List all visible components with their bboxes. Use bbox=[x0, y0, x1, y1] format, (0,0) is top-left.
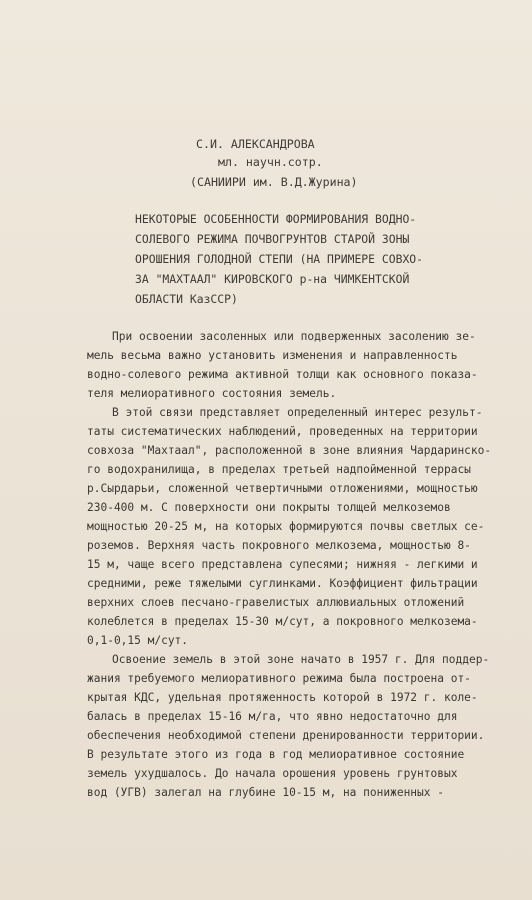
title-line: ОБЛАСТИ КазССР) bbox=[135, 292, 238, 306]
body-line: земель ухудшалось. До начала орошения уровень грунтовых bbox=[87, 767, 458, 780]
author-institution: (САНИИРИ им. В.Д.Журина) bbox=[190, 175, 358, 189]
body-line: балась в пределах 15-16 м/га, что явно недостаточно для bbox=[87, 710, 458, 723]
title-line: НЕКОТОРЫЕ ОСОБЕННОСТИ ФОРМИРОВАНИЯ ВОДНО- bbox=[135, 212, 417, 226]
body-line: теля мелиоративного состояния земель. bbox=[87, 387, 337, 400]
body-line: роземов. Верхняя часть покровного мелкозема, мощностью 8- bbox=[87, 539, 471, 552]
body-line: 230-400 м. С поверхности они покрыты толщей мелкоземов bbox=[87, 501, 451, 514]
body-line: мощностью 20-25 м, на которых формируются почвы светлых се- bbox=[87, 520, 485, 533]
title-line: ОРОШЕНИЯ ГОЛОДНОЙ СТЕПИ (НА ПРИМЕРЕ СОВХО- bbox=[135, 252, 424, 266]
body-line: жания требуемого мелиоративного режима была построена от- bbox=[87, 672, 471, 685]
body-line: Освоение земель в этой зоне начато в 1957 г. Для поддер- bbox=[112, 653, 490, 666]
body-line: средними, реже тяжелыми суглинками. Коэффициент фильтрации bbox=[87, 577, 478, 590]
body-line: р.Сырдарьи, сложенной четвертичными отложениями, мощностью bbox=[87, 482, 478, 495]
body-line: При освоении засоленных или подверженных засолению зе- bbox=[112, 330, 476, 343]
body-line: мель весьма важно установить изменения и направленность bbox=[87, 349, 458, 362]
author-position: мл. научн.сотр. bbox=[218, 155, 323, 169]
body-line: вод (УГВ) залегал на глубине 10-15 м, на пониженных - bbox=[87, 786, 444, 799]
body-line: совхоза "Махтаал", расположенной в зоне влияния Чардаринско- bbox=[87, 444, 492, 457]
body-line: верхних слоев песчано-гравелистых аллювиальных отложений bbox=[87, 596, 465, 609]
body-line: крытая КДС, удельная протяженность которой в 1972 г. коле- bbox=[87, 691, 478, 704]
body-line: В этой связи представляет определенный интерес результ- bbox=[112, 406, 483, 419]
body-line: таты систематических наблюдений, проведенных на территории bbox=[87, 425, 478, 438]
body-line: 0,1-0,15 м/сут. bbox=[87, 634, 189, 647]
body-line: В результате этого из года в год мелиоративное состояние bbox=[87, 748, 465, 761]
author-name: С.И. АЛЕКСАНДРОВА bbox=[196, 137, 315, 151]
body-line: 15 м, чаще всего представлена супесями; нижняя - легкими и bbox=[87, 558, 478, 571]
body-line: водно-солевого режима активной толщи как основного показа- bbox=[87, 368, 478, 381]
title-line: ЗА "МАХТААЛ" КИРОВСКОГО р-на ЧИМКЕНТСКОЙ bbox=[135, 272, 410, 286]
body-line: обеспечения необходимой степени дренированности территории. bbox=[87, 729, 485, 742]
body-line: го водохранилища, в пределах третьей надпойменной террасы bbox=[87, 463, 471, 476]
body-line: колеблется в пределах 15-30 м/сут, а покровного мелкозема- bbox=[87, 615, 478, 628]
title-line: СОЛЕВОГО РЕЖИМА ПОЧВОГРУНТОВ СТАРОЙ ЗОНЫ bbox=[135, 232, 410, 246]
